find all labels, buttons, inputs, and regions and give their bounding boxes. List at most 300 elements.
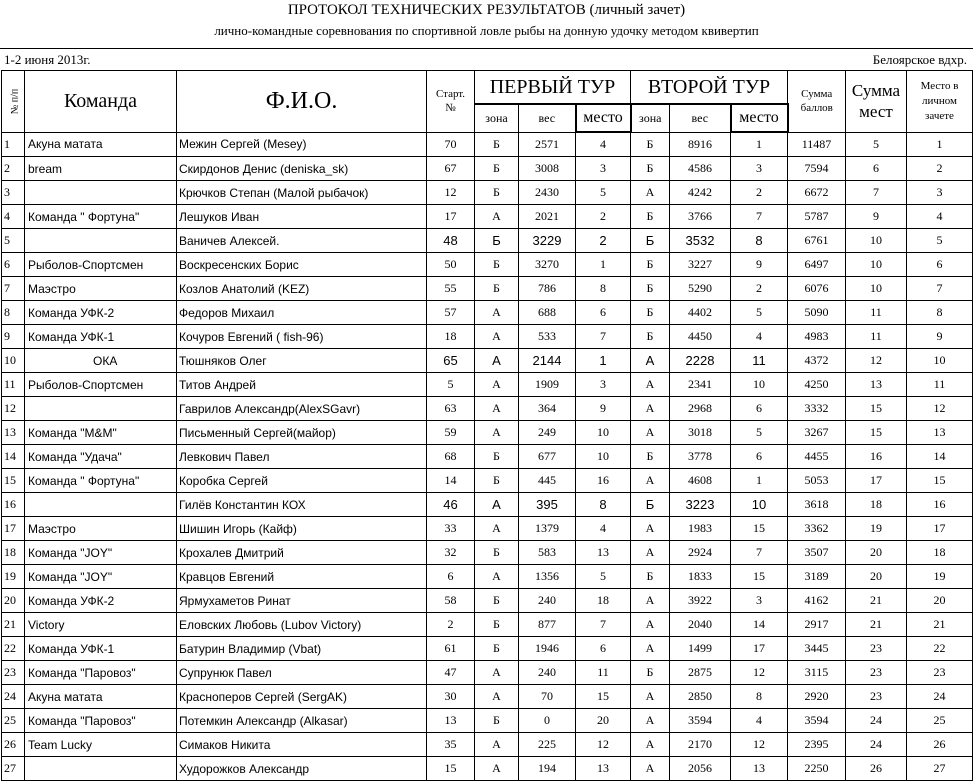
round1-place: 15 — [576, 685, 631, 709]
table-row — [2, 277, 973, 301]
sum-points: 11487 — [788, 132, 846, 157]
sum-places: 5 — [846, 132, 907, 157]
sum-places: 11 — [846, 301, 907, 325]
start-number: 30 — [427, 685, 475, 709]
participant-name: Ваничев Алексей. — [177, 229, 427, 253]
row-num: 24 — [2, 685, 25, 709]
row-num: 22 — [2, 637, 25, 661]
personal-place: 7 — [907, 277, 973, 301]
table-row — [2, 637, 973, 661]
round1-zone: А — [475, 373, 519, 397]
meta-row — [0, 48, 973, 71]
round2-place: 2 — [731, 181, 788, 205]
personal-place: 6 — [907, 253, 973, 277]
round2-weight: 8916 — [670, 132, 731, 157]
round2-place: 7 — [731, 541, 788, 565]
personal-place: 24 — [907, 685, 973, 709]
participant-name: Титов Андрей — [177, 373, 427, 397]
participant-name: Письменный Сергей(майор) — [177, 421, 427, 445]
table-row — [2, 517, 973, 541]
round2-place: 9 — [731, 253, 788, 277]
round1-weight: 225 — [519, 733, 576, 757]
round1-weight: 2430 — [519, 181, 576, 205]
round1-weight: 3270 — [519, 253, 576, 277]
sum-points: 3332 — [788, 397, 846, 421]
sum-places: 10 — [846, 277, 907, 301]
round2-zone: Б — [631, 253, 670, 277]
round1-weight: 1946 — [519, 637, 576, 661]
sum-places: 23 — [846, 637, 907, 661]
sum-points: 6076 — [788, 277, 846, 301]
round2-place: 6 — [731, 445, 788, 469]
header-round2-zone: зона — [631, 104, 670, 132]
team-name — [25, 229, 177, 253]
round2-zone: А — [631, 613, 670, 637]
round1-zone: А — [475, 733, 519, 757]
round1-place: 6 — [576, 301, 631, 325]
round1-weight: 395 — [519, 493, 576, 517]
team-name: bream — [25, 157, 177, 181]
round1-place: 5 — [576, 565, 631, 589]
team-name: Маэстро — [25, 517, 177, 541]
table-row — [2, 349, 973, 373]
round1-weight: 240 — [519, 589, 576, 613]
row-num: 7 — [2, 277, 25, 301]
round2-weight: 2228 — [670, 349, 731, 373]
round2-zone: Б — [631, 661, 670, 685]
start-number: 48 — [427, 229, 475, 253]
round2-zone: Б — [631, 493, 670, 517]
row-num: 26 — [2, 733, 25, 757]
round1-zone: Б — [475, 253, 519, 277]
round2-place: 15 — [731, 517, 788, 541]
table-row — [2, 493, 973, 517]
sum-places: 12 — [846, 349, 907, 373]
round2-weight: 3532 — [670, 229, 731, 253]
sum-places: 26 — [846, 757, 907, 781]
round1-place: 16 — [576, 469, 631, 493]
header-round2-place: место — [731, 104, 788, 132]
table-row — [2, 421, 973, 445]
round1-zone: А — [475, 661, 519, 685]
personal-place: 25 — [907, 709, 973, 733]
header-sum-places — [846, 71, 907, 133]
sum-places: 15 — [846, 397, 907, 421]
participant-name: Тюшняков Олег — [177, 349, 427, 373]
round2-weight: 4450 — [670, 325, 731, 349]
header-round1-place: место — [576, 104, 631, 132]
personal-place: 18 — [907, 541, 973, 565]
round2-place: 12 — [731, 661, 788, 685]
start-number: 5 — [427, 373, 475, 397]
sum-places: 21 — [846, 613, 907, 637]
sum-points: 4372 — [788, 349, 846, 373]
sum-points: 3445 — [788, 637, 846, 661]
team-name: Команда "Удача" — [25, 445, 177, 469]
round1-weight: 2144 — [519, 349, 576, 373]
start-number: 33 — [427, 517, 475, 541]
participant-name: Крохалев Дмитрий — [177, 541, 427, 565]
round2-zone: А — [631, 181, 670, 205]
round1-place: 3 — [576, 157, 631, 181]
table-row — [2, 709, 973, 733]
round1-place: 1 — [576, 253, 631, 277]
sum-points: 3115 — [788, 661, 846, 685]
row-num: 17 — [2, 517, 25, 541]
round2-zone: Б — [631, 229, 670, 253]
sum-points: 2917 — [788, 613, 846, 637]
start-number: 50 — [427, 253, 475, 277]
round2-zone: Б — [631, 301, 670, 325]
team-name: Команда "Паровоз" — [25, 709, 177, 733]
round2-zone: А — [631, 517, 670, 541]
sum-places: 6 — [846, 157, 907, 181]
round2-weight: 4586 — [670, 157, 731, 181]
round2-zone: Б — [631, 157, 670, 181]
round1-zone: Б — [475, 157, 519, 181]
round2-place: 13 — [731, 757, 788, 781]
round1-place: 10 — [576, 445, 631, 469]
round1-zone: Б — [475, 637, 519, 661]
sum-places: 21 — [846, 589, 907, 613]
participant-name: Симаков Никита — [177, 733, 427, 757]
sum-places: 20 — [846, 541, 907, 565]
round2-weight: 3922 — [670, 589, 731, 613]
round2-weight: 1833 — [670, 565, 731, 589]
round2-zone: А — [631, 349, 670, 373]
start-number: 14 — [427, 469, 475, 493]
start-number: 63 — [427, 397, 475, 421]
row-num: 19 — [2, 565, 25, 589]
sum-places: 20 — [846, 565, 907, 589]
round1-weight: 240 — [519, 661, 576, 685]
sum-points: 3594 — [788, 709, 846, 733]
round2-place: 10 — [731, 373, 788, 397]
team-name: Команда УФК-1 — [25, 637, 177, 661]
round2-zone: А — [631, 589, 670, 613]
personal-place: 11 — [907, 373, 973, 397]
round1-weight: 70 — [519, 685, 576, 709]
round2-zone: Б — [631, 445, 670, 469]
round1-weight: 445 — [519, 469, 576, 493]
header-team: Команда — [25, 71, 177, 133]
team-name: Рыболов-Спортсмен — [25, 253, 177, 277]
round1-zone: Б — [475, 229, 519, 253]
sum-points: 5053 — [788, 469, 846, 493]
round2-place: 1 — [731, 469, 788, 493]
team-name — [25, 757, 177, 781]
participant-name: Коробка Сергей — [177, 469, 427, 493]
team-name: Акуна матата — [25, 132, 177, 157]
round1-zone: А — [475, 685, 519, 709]
round1-weight: 3229 — [519, 229, 576, 253]
start-number: 65 — [427, 349, 475, 373]
table-row — [2, 397, 973, 421]
round1-zone: А — [475, 565, 519, 589]
round1-weight: 194 — [519, 757, 576, 781]
participant-name: Козлов Анатолий (KEZ) — [177, 277, 427, 301]
team-name: Команда "M&M" — [25, 421, 177, 445]
participant-name: Потемкин Александр (Alkasar) — [177, 709, 427, 733]
round1-zone: Б — [475, 132, 519, 157]
team-name: Команда "JOY" — [25, 565, 177, 589]
team-name: Маэстро — [25, 277, 177, 301]
sum-places: 10 — [846, 229, 907, 253]
table-row — [2, 661, 973, 685]
round1-weight: 786 — [519, 277, 576, 301]
start-number: 6 — [427, 565, 475, 589]
team-name: Команда " Фортуна" — [25, 469, 177, 493]
team-name: Команда "JOY" — [25, 541, 177, 565]
personal-place: 17 — [907, 517, 973, 541]
round2-weight: 2968 — [670, 397, 731, 421]
table-row — [2, 613, 973, 637]
header-personal-place — [907, 71, 973, 133]
round2-place: 17 — [731, 637, 788, 661]
row-num: 25 — [2, 709, 25, 733]
round2-place: 4 — [731, 325, 788, 349]
row-num: 18 — [2, 541, 25, 565]
round2-zone: А — [631, 685, 670, 709]
sum-points: 4250 — [788, 373, 846, 397]
start-number: 61 — [427, 637, 475, 661]
round2-weight: 2170 — [670, 733, 731, 757]
table-row — [2, 325, 973, 349]
round1-place: 20 — [576, 709, 631, 733]
round1-place: 6 — [576, 637, 631, 661]
header-round1-weight: вес — [519, 104, 576, 132]
round1-zone: А — [475, 493, 519, 517]
round2-weight: 2341 — [670, 373, 731, 397]
start-number: 13 — [427, 709, 475, 733]
round1-place: 1 — [576, 349, 631, 373]
sum-places: 11 — [846, 325, 907, 349]
round1-weight: 583 — [519, 541, 576, 565]
row-num: 6 — [2, 253, 25, 277]
round2-weight: 3223 — [670, 493, 731, 517]
table-row — [2, 373, 973, 397]
table-row — [2, 589, 973, 613]
personal-place: 14 — [907, 445, 973, 469]
round1-place: 4 — [576, 132, 631, 157]
row-num: 9 — [2, 325, 25, 349]
start-number: 46 — [427, 493, 475, 517]
participant-name: Кравцов Евгений — [177, 565, 427, 589]
participant-name: Еловских Любовь (Lubov Victory) — [177, 613, 427, 637]
round2-place: 5 — [731, 421, 788, 445]
round2-weight: 1983 — [670, 517, 731, 541]
sum-points: 2395 — [788, 733, 846, 757]
row-num: 12 — [2, 397, 25, 421]
start-number: 35 — [427, 733, 475, 757]
start-number: 57 — [427, 301, 475, 325]
sum-places: 15 — [846, 421, 907, 445]
round2-place: 1 — [731, 132, 788, 157]
header-sum-points-line1: Сумма — [801, 88, 833, 101]
personal-place: 19 — [907, 565, 973, 589]
round1-weight: 2021 — [519, 205, 576, 229]
participant-name: Ярмухаметов Ринат — [177, 589, 427, 613]
round2-place: 11 — [731, 349, 788, 373]
round2-weight: 2056 — [670, 757, 731, 781]
round2-place: 5 — [731, 301, 788, 325]
participant-name: Межин Сергей (Mesey) — [177, 132, 427, 157]
sum-points: 2920 — [788, 685, 846, 709]
participant-name: Гилёв Константин КОХ — [177, 493, 427, 517]
round1-place: 8 — [576, 493, 631, 517]
participant-name: Кочуров Евгений ( fish-96) — [177, 325, 427, 349]
sum-points: 7594 — [788, 157, 846, 181]
round1-weight: 1379 — [519, 517, 576, 541]
results-table — [1, 70, 973, 781]
round1-place: 7 — [576, 325, 631, 349]
round1-weight: 364 — [519, 397, 576, 421]
sum-places: 23 — [846, 661, 907, 685]
round1-weight: 1356 — [519, 565, 576, 589]
sum-places: 19 — [846, 517, 907, 541]
row-num: 10 — [2, 349, 25, 373]
table-row — [2, 541, 973, 565]
sum-places: 9 — [846, 205, 907, 229]
participant-name: Левкович Павел — [177, 445, 427, 469]
table-row — [2, 157, 973, 181]
round2-weight: 4242 — [670, 181, 731, 205]
start-number: 59 — [427, 421, 475, 445]
sum-points: 5090 — [788, 301, 846, 325]
personal-place: 22 — [907, 637, 973, 661]
round1-zone: А — [475, 325, 519, 349]
start-number: 55 — [427, 277, 475, 301]
start-number: 58 — [427, 589, 475, 613]
round2-place: 2 — [731, 277, 788, 301]
table-row — [2, 132, 973, 157]
row-num: 11 — [2, 373, 25, 397]
round2-weight: 2924 — [670, 541, 731, 565]
sum-points: 3507 — [788, 541, 846, 565]
team-name — [25, 493, 177, 517]
round1-zone: А — [475, 301, 519, 325]
row-num: 20 — [2, 589, 25, 613]
protocol-subtitle: лично-командные соревнования по спортивной ловле рыбы на донную удочку методом квивертип — [214, 23, 759, 38]
start-number: 15 — [427, 757, 475, 781]
round2-zone: Б — [631, 205, 670, 229]
round2-place: 7 — [731, 205, 788, 229]
table-row — [2, 445, 973, 469]
team-name: Команда "Паровоз" — [25, 661, 177, 685]
personal-place: 9 — [907, 325, 973, 349]
round2-zone: Б — [631, 325, 670, 349]
header-round2: ВТОРОЙ ТУР — [631, 71, 788, 105]
table-row — [2, 733, 973, 757]
round2-zone: А — [631, 637, 670, 661]
sum-points: 3618 — [788, 493, 846, 517]
table-row — [2, 757, 973, 781]
participant-name: Скирдонов Денис (deniska_sk) — [177, 157, 427, 181]
participant-name: Лешуков Иван — [177, 205, 427, 229]
row-num: 3 — [2, 181, 25, 205]
header-personal-line3: зачете — [925, 109, 954, 122]
sum-points: 4455 — [788, 445, 846, 469]
row-num: 8 — [2, 301, 25, 325]
round1-place: 13 — [576, 541, 631, 565]
competition-date: 1-2 июня 2013г. — [4, 52, 91, 67]
sum-places: 7 — [846, 181, 907, 205]
sum-points: 6672 — [788, 181, 846, 205]
round1-zone: Б — [475, 589, 519, 613]
personal-place: 10 — [907, 349, 973, 373]
row-num: 21 — [2, 613, 25, 637]
header-start-line2: № — [445, 102, 456, 115]
sum-points: 4983 — [788, 325, 846, 349]
round1-place: 2 — [576, 205, 631, 229]
start-number: 2 — [427, 613, 475, 637]
start-number: 17 — [427, 205, 475, 229]
row-num: 5 — [2, 229, 25, 253]
personal-place: 3 — [907, 181, 973, 205]
table-row — [2, 685, 973, 709]
round1-weight: 533 — [519, 325, 576, 349]
participant-name: Батурин Владимир (Vbat) — [177, 637, 427, 661]
table-row — [2, 229, 973, 253]
team-name: Команда " Фортуна" — [25, 205, 177, 229]
row-num: 14 — [2, 445, 25, 469]
personal-place: 1 — [907, 132, 973, 157]
round2-weight: 3594 — [670, 709, 731, 733]
round1-zone: Б — [475, 541, 519, 565]
row-num: 15 — [2, 469, 25, 493]
row-num: 16 — [2, 493, 25, 517]
personal-place: 21 — [907, 613, 973, 637]
participant-name: Воскресенских Борис — [177, 253, 427, 277]
start-number: 68 — [427, 445, 475, 469]
competition-place: Белоярское вдхр. — [872, 52, 967, 67]
participant-name: Федоров Михаил — [177, 301, 427, 325]
round2-place: 8 — [731, 229, 788, 253]
sum-places: 18 — [846, 493, 907, 517]
round2-weight: 4402 — [670, 301, 731, 325]
team-name: Team Lucky — [25, 733, 177, 757]
start-number: 70 — [427, 132, 475, 157]
participant-name: Худорожков Александр — [177, 757, 427, 781]
participant-name: Гаврилов Александр(AlexSGavr) — [177, 397, 427, 421]
round1-zone: Б — [475, 445, 519, 469]
round2-zone: А — [631, 421, 670, 445]
round1-zone: А — [475, 349, 519, 373]
header-round2-weight: вес — [670, 104, 731, 132]
round2-weight: 3227 — [670, 253, 731, 277]
round2-weight: 4608 — [670, 469, 731, 493]
row-num: 2 — [2, 157, 25, 181]
round1-weight: 0 — [519, 709, 576, 733]
round1-weight: 3008 — [519, 157, 576, 181]
sum-points: 6761 — [788, 229, 846, 253]
participant-name: Красноперов Сергей (SergAK) — [177, 685, 427, 709]
start-number: 47 — [427, 661, 475, 685]
table-row — [2, 205, 973, 229]
round1-place: 9 — [576, 397, 631, 421]
round2-weight: 3778 — [670, 445, 731, 469]
round1-place: 8 — [576, 277, 631, 301]
round1-weight: 877 — [519, 613, 576, 637]
sum-points: 3362 — [788, 517, 846, 541]
sum-places: 24 — [846, 709, 907, 733]
sum-places: 23 — [846, 685, 907, 709]
round1-weight: 677 — [519, 445, 576, 469]
team-name: Рыболов-Спортсмен — [25, 373, 177, 397]
table-row — [2, 253, 973, 277]
header-sum-points — [788, 71, 846, 133]
round1-zone: Б — [475, 709, 519, 733]
